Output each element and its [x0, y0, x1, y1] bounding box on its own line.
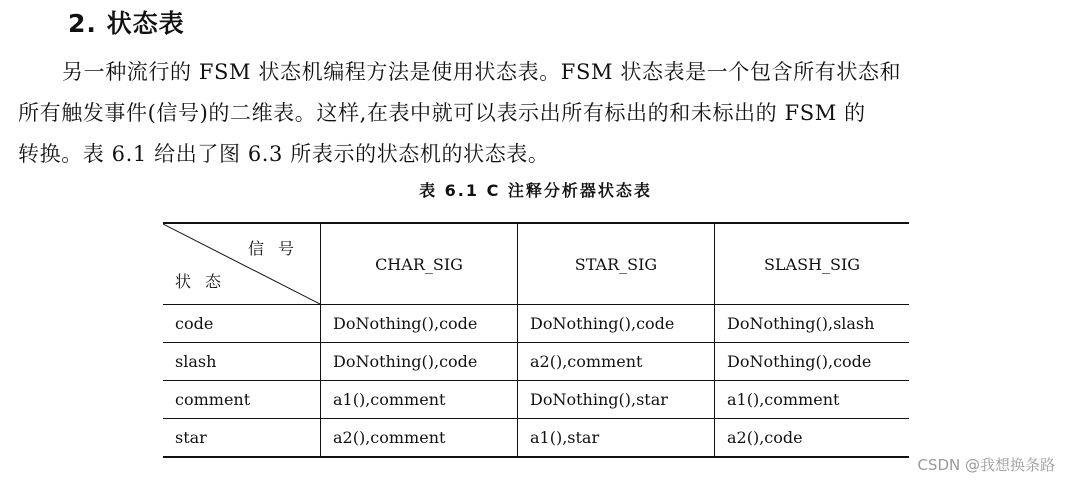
state-axis-label: 状态: [175, 272, 236, 291]
body-paragraph: [18, 52, 1058, 175]
state-cell: comment: [163, 381, 321, 419]
transition-cell: DoNothing(),code: [518, 305, 715, 343]
transition-cell: DoNothing(),star: [518, 381, 715, 419]
table-row: [163, 419, 909, 458]
transition-cell: DoNothing(),code: [715, 343, 910, 381]
transition-cell: DoNothing(),slash: [715, 305, 910, 343]
paragraph-line: 所有触发事件(信号)的二维表。这样,在表中就可以表示出所有标出的和未标出的 FSM 的: [18, 101, 866, 125]
corner-header-cell: [163, 223, 321, 305]
transition-cell: a2(),code: [715, 419, 910, 458]
column-header: STAR_SIG: [518, 223, 715, 305]
state-cell: code: [163, 305, 321, 343]
paragraph-line: 另一种流行的 FSM 状态机编程方法是使用状态表。FSM 状态表是一个包含所有状态和: [62, 60, 902, 84]
transition-cell: a1(),comment: [715, 381, 910, 419]
table-row: [163, 343, 909, 381]
transition-cell: a1(),star: [518, 419, 715, 458]
transition-cell: DoNothing(),code: [321, 305, 518, 343]
signal-axis-label: 信号: [247, 239, 308, 258]
state-table: [163, 222, 909, 458]
state-cell: slash: [163, 343, 321, 381]
transition-cell: DoNothing(),code: [321, 343, 518, 381]
paragraph-line: 转换。表 6.1 给出了图 6.3 所表示的状态机的状态表。: [18, 142, 550, 166]
csdn-watermark: CSDN @我想换条路: [917, 456, 1055, 474]
table-caption: 表 6.1 C 注释分析器状态表: [419, 181, 652, 200]
table-row: [163, 381, 909, 419]
column-header: SLASH_SIG: [715, 223, 910, 305]
transition-cell: a2(),comment: [321, 419, 518, 458]
table-header-row: [163, 223, 909, 305]
table-row: [163, 305, 909, 343]
transition-cell: a2(),comment: [518, 343, 715, 381]
transition-cell: a1(),comment: [321, 381, 518, 419]
state-cell: star: [163, 419, 321, 458]
column-header: CHAR_SIG: [321, 223, 518, 305]
section-heading: 2. 状态表: [68, 9, 185, 38]
